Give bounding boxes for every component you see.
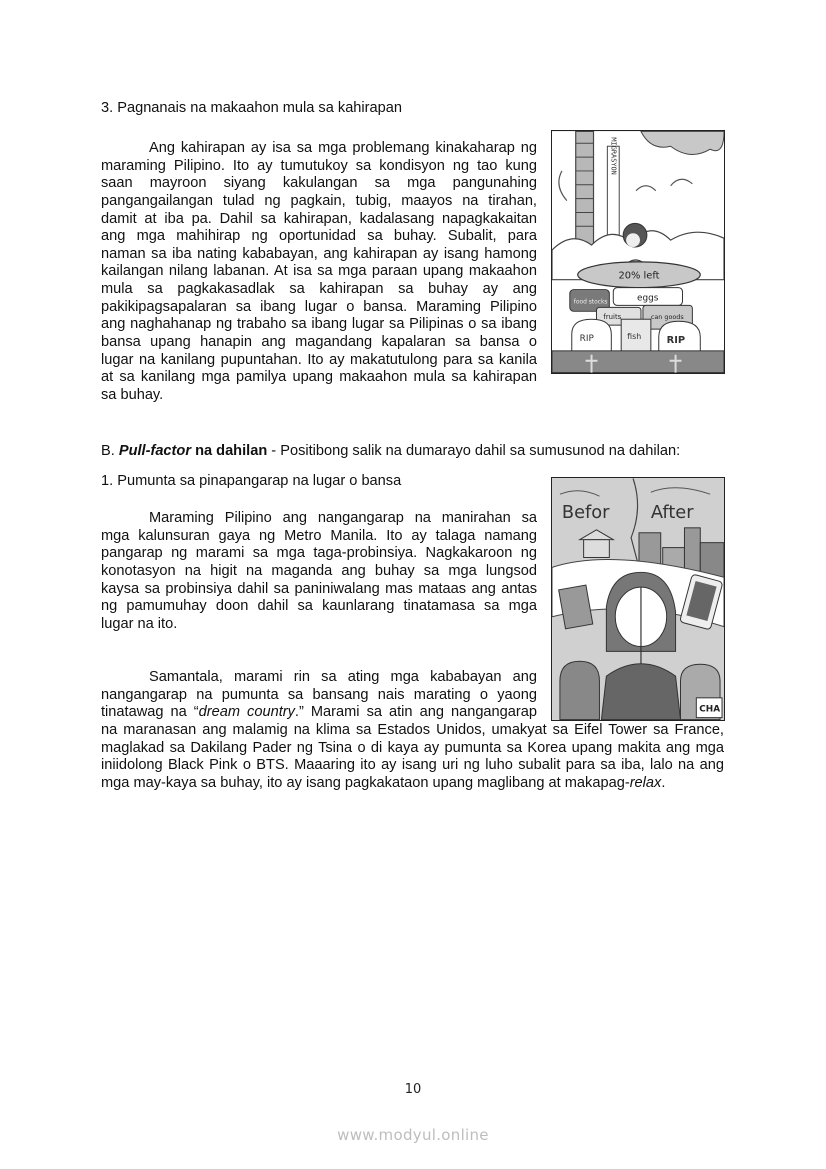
section-1-heading: 1. Pumunta sa pinapangarap na lugar o bansa [101, 473, 402, 489]
paragraph-line: pakikipagsapalaran sa ibang lugar o bansa. Maraming Pilipino [101, 298, 537, 315]
after-label: After [650, 501, 694, 523]
paragraph-line: Ang kahirapan ay isa sa mga problemang kinakaharap ng [149, 140, 537, 156]
pull-factor-term: Pull-factor [118, 443, 192, 459]
migrasyon-label: MIGRASYON [609, 137, 618, 175]
section-b-prefix: B. [101, 443, 119, 459]
paragraph-line: lugar na ito. [101, 615, 178, 632]
svg-text:RIP: RIP [666, 334, 686, 346]
before-label: Befor [561, 501, 610, 523]
twenty-percent-left-label: 20% left [618, 270, 660, 282]
paragraph-line: ang mga mahihirap ng oportunidad sa buhay. Subalit, para [101, 228, 537, 245]
paragraph-line: na maranasan ang malamig na klima sa Estados Unidos, umakyat sa Eifel Tower sa France, [101, 722, 724, 738]
section-1-paragraph-2-wide [101, 722, 724, 793]
svg-text:fish: fish [627, 331, 642, 341]
paragraph-line: tinatawag na “dream country.” Marami sa atin ang nangangarap [101, 704, 537, 721]
paragraph-line: konotasyon na higit na maganda ang buhay sa mga lungsod [101, 562, 537, 579]
paragraph-line: pangangailangan tulad ng pagkain, tubig, maayos na tirahan, [101, 192, 537, 209]
paragraph-line: ng pamumuhay doon dahil sa kaunlarang tinatamasa sa mga [101, 598, 537, 615]
section-b-bold-suffix: na dahilan [191, 443, 268, 459]
paragraph-line: bansa upang hanapin ang magandang kapalaran sa bansa o [101, 334, 537, 351]
paragraph-line: maglakad sa Dakilang Pader ng Tsina o di kaya ay pumunta sa Korea upang makita ang mga [101, 739, 724, 756]
svg-text:fruits: fruits [603, 313, 622, 322]
svg-text:eggs: eggs [637, 293, 659, 304]
paragraph-line: kailangan nilang labanan. At isa sa mga paraan upang makaahon [101, 263, 537, 280]
section-1-paragraph-2-narrow [101, 669, 537, 722]
paragraph-line: lugar na kanilang pupuntahan. Ito ay makatutulong para sa kanila [101, 351, 537, 368]
section-b-heading [101, 442, 680, 460]
paragraph-line: damit at iba pa. Dahil sa kahirapan, kadalasang napagkakaitan [101, 210, 537, 227]
svg-text:RIP: RIP [579, 333, 594, 344]
relax-term: relax [629, 774, 662, 791]
dream-country-term: dream country [198, 704, 295, 721]
before-after-illustration [551, 477, 725, 721]
page-number: 10 [404, 1082, 422, 1097]
svg-text:can goods: can goods [650, 313, 684, 322]
paragraph-line: kaysa sa probinsiya dahil sa paniniwalang mas mataas ang antas [101, 580, 537, 597]
paragraph-line: iniidolong Black Pink o BTS. Maaaring ito ay isang uri ng luho subalit para sa iba, lalo na ang [101, 757, 724, 774]
paragraph-line: mga kalunsuran gaya ng Metro Manila. Ito ay talaga namang [101, 527, 537, 544]
paragraph-line: sa buhay. [101, 386, 164, 403]
svg-text:food stocks: food stocks [573, 298, 608, 306]
paragraph-line: pangarap ng marami sa mga taga-probinsiya. Nagkakaroon ng [101, 545, 537, 562]
artist-signature: CHA [699, 704, 721, 715]
paragraph-line: nangangarap na pumunta sa bansang nais marating o yaong [101, 686, 537, 703]
paragraph-line: at sa kanilang mga pamilya upang makaahon mula sa kahirapan [101, 369, 537, 386]
section-1-paragraph-1 [101, 510, 537, 633]
paragraph-line: naman sa iba nating kababayan, ang kahirapan ay isang hamong [101, 245, 537, 262]
paragraph-line: mula sa pagkakasadlak sa kahirapan sa buhay ay ang [101, 281, 537, 298]
watermark: www.modyul.online [337, 1126, 489, 1144]
paragraph-line: maraming Pilipino. Ito ay tumutukoy sa kondisyon ng tao kung [101, 157, 537, 174]
section-b-description: - Positibong salik na dumarayo dahil sa sumusunod na dahilan: [267, 443, 681, 459]
poverty-migration-illustration [551, 130, 725, 374]
section-3-paragraph [101, 140, 537, 405]
paragraph-line: Maraming Pilipino ang nangangarap na manirahan sa [149, 510, 537, 526]
paragraph-line: Samantala, marami rin sa ating mga kababayan ang [149, 669, 537, 685]
paragraph-line: ang naghahanap ng trabaho sa ibang lugar sa Pilipinas o sa ibang [101, 316, 537, 333]
paragraph-line: mga may-kaya sa buhay, ito ay isang pagkakataon upang maglibang at makapag-relax. [101, 774, 666, 791]
paragraph-line: saan mayroon siyang kakulangan sa mga pangunahing [101, 175, 537, 192]
section-3-heading: 3. Pagnanais na makaahon mula sa kahirapan [101, 100, 402, 116]
